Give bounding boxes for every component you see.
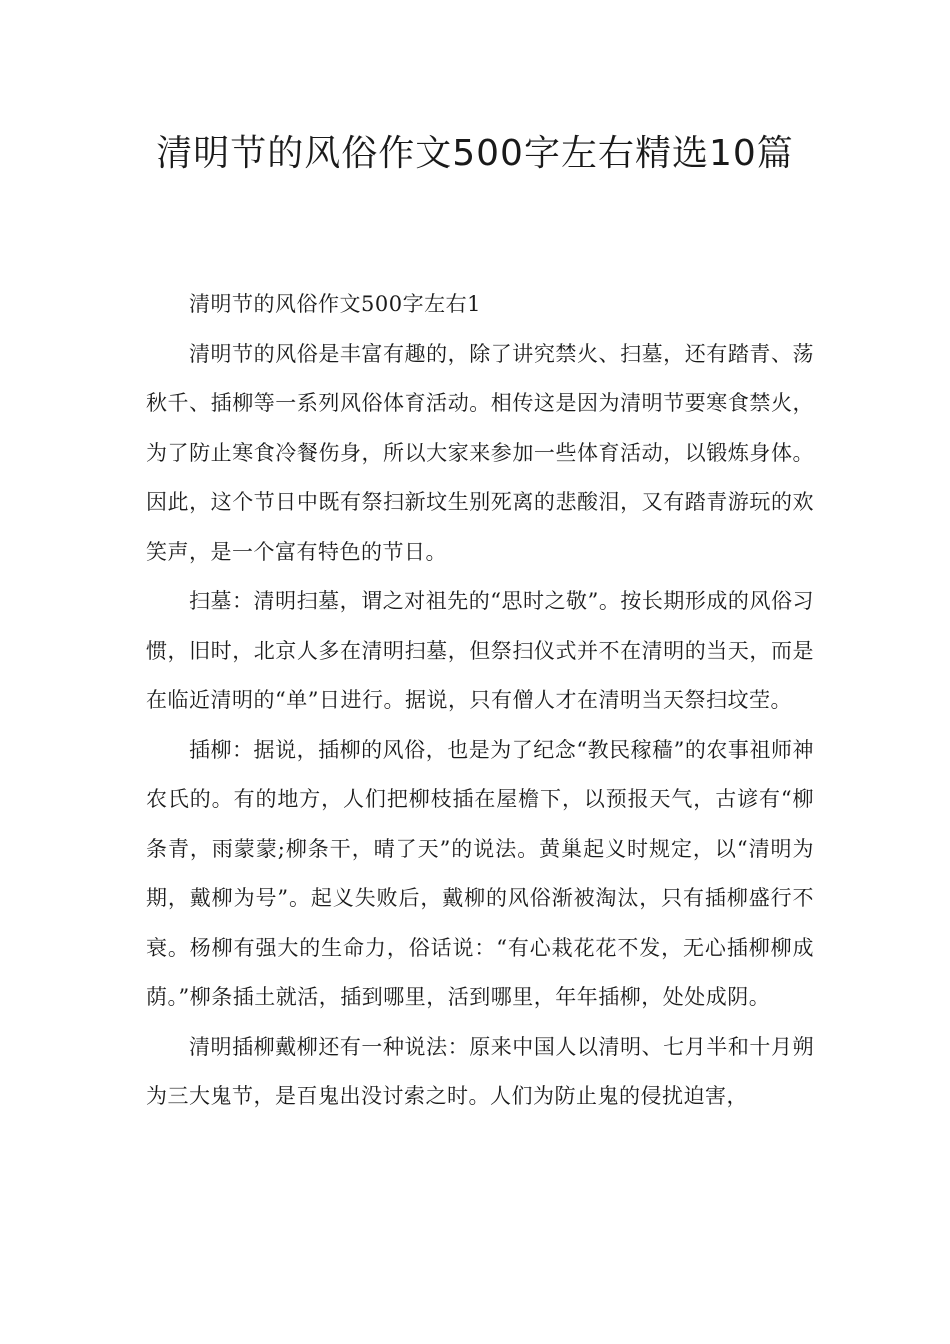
- paragraph: 清明插柳戴柳还有一种说法：原来中国人以清明、七月半和十月朔为三大鬼节，是百鬼出没讨索之时。人们为防止鬼的侵扰迫害，: [146, 1034, 814, 1108]
- paragraph: 插柳：据说，插柳的风俗，也是为了纪念“教民稼穑”的农事祖师神农氏的。有的地方，人们把柳枝插在屋檐下，以预报天气，古谚有“柳条青，雨蒙蒙;柳条干，晴了天”的说法。黄巢起义时规定，以“清明为期，戴柳为号”。起义失败后，戴柳的风俗渐被淘汰，只有插柳盛行不衰。杨柳有强大的生命力，俗话说：“有心栽花花不发，无心插柳柳成荫。”柳条插土就活，插到哪里，活到哪里，年年插柳，处处成阴。: [146, 737, 814, 1009]
- paragraph: 清明节的风俗是丰富有趣的，除了讲究禁火、扫墓，还有踏青、荡秋千、插柳等一系列风俗体育活动。相传这是因为清明节要寒食禁火，为了防止寒食冷餐伤身，所以大家来参加一些体育活动，以锻炼身体。因此，这个节日中既有祭扫新坟生别死离的悲酸泪，又有踏青游玩的欢笑声，是一个富有特色的节日。: [146, 341, 814, 564]
- section-heading: 清明节的风俗作文500字左右1: [189, 292, 481, 316]
- document-body: [146, 280, 814, 1122]
- document-title: 清明节的风俗作文500字左右精选10篇: [156, 133, 794, 174]
- paragraph: 扫墓：清明扫墓，谓之对祖先的“思时之敬”。按长期形成的风俗习惯，旧时，北京人多在清明扫墓，但祭扫仪式并不在清明的当天，而是在临近清明的“单”日进行。据说，只有僧人才在清明当天祭扫坟茔。: [146, 589, 814, 712]
